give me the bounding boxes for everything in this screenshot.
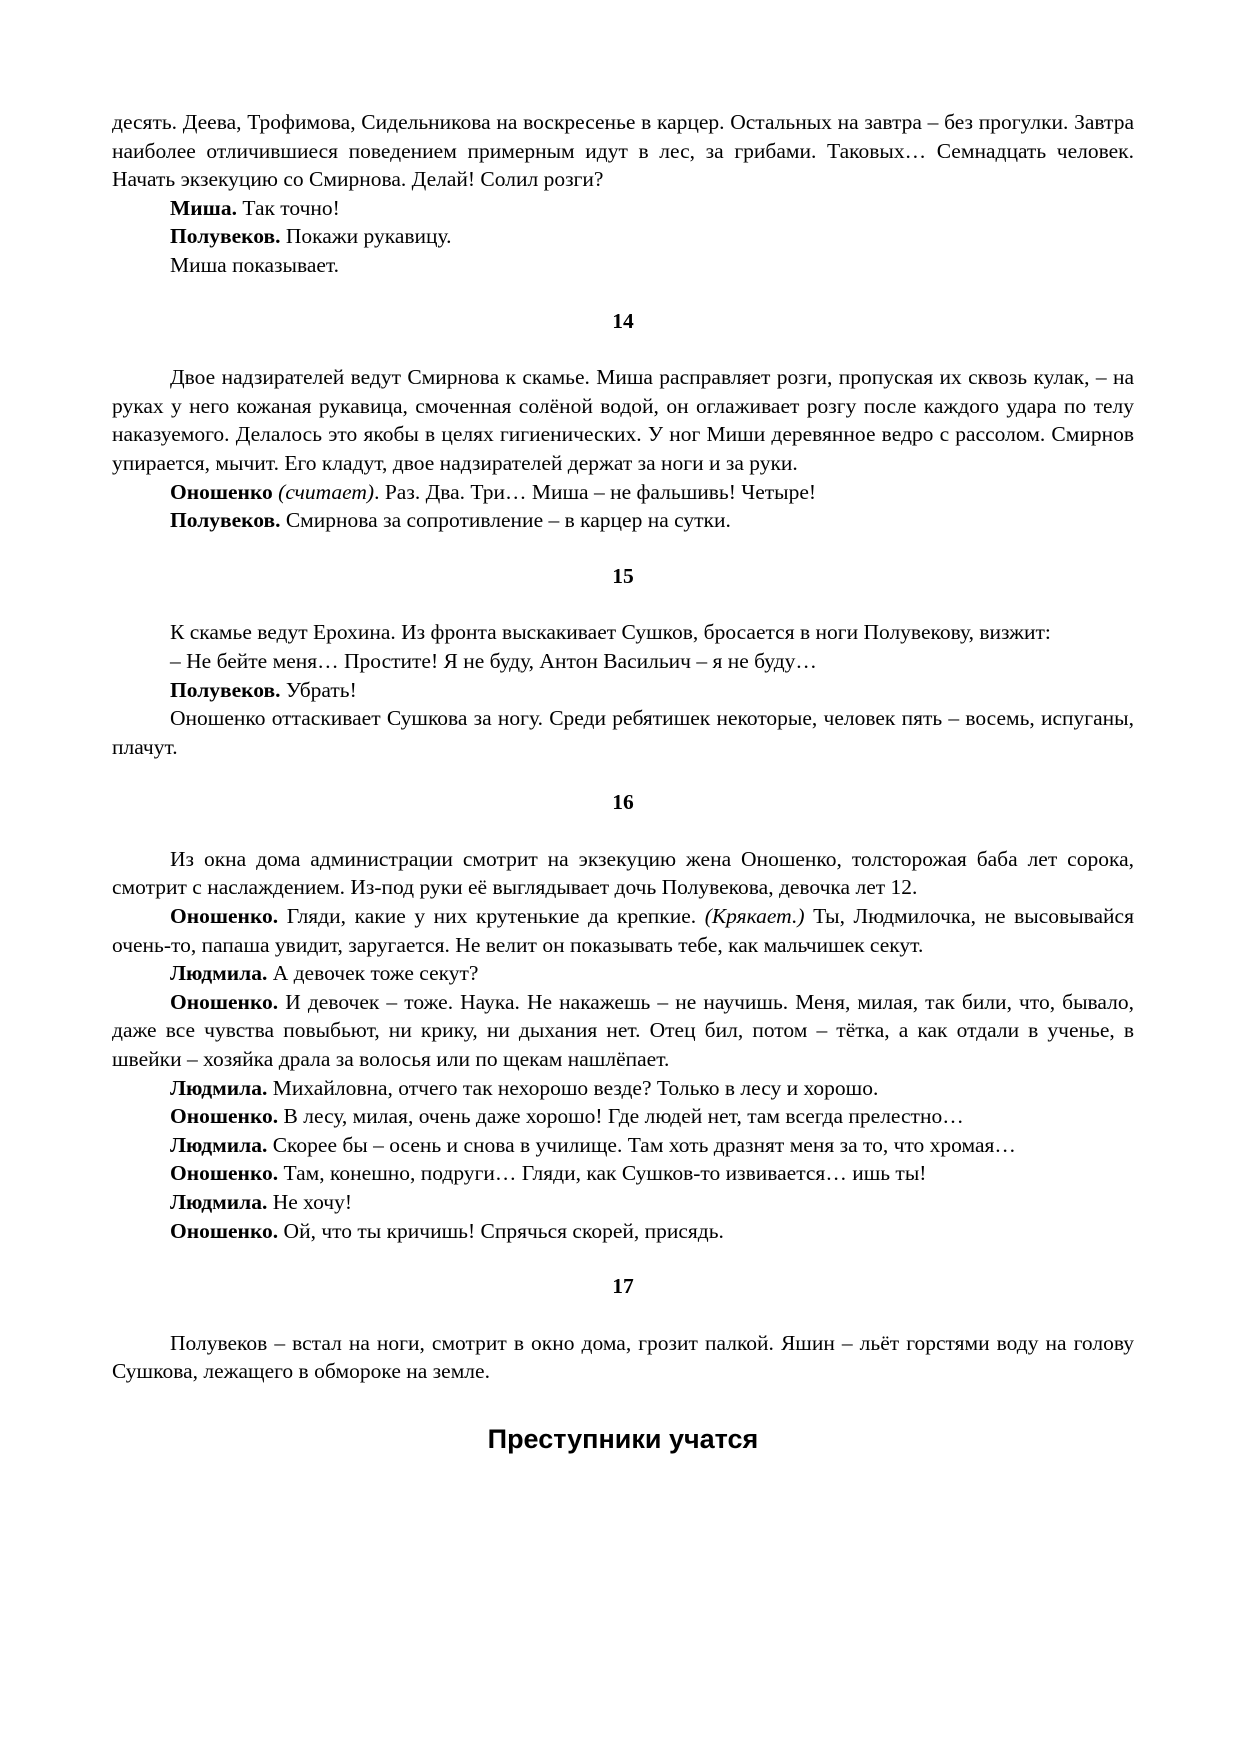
dialogue-text: Там, конешно, подруги… Гляди, как Сушков-то извивается… ишь ты! bbox=[278, 1161, 927, 1186]
stage-remark: (считает) bbox=[278, 479, 375, 504]
intro-paragraph: десять. Деева, Трофимова, Сидельникова на воскресенье в карцер. Остальных на завтра – без прогулки. Завтра наиболее отличившиеся поведением примерным идут в лес, за грибами. Таковых… Семнадцать человек. Начать экзекуцию со Смирнова. Делай! Солил розги? bbox=[112, 110, 1134, 192]
speaker-name: Полувеков. bbox=[170, 508, 281, 533]
quoted-speech: – Не бейте меня… Простите! Я не буду, Антон Васильич – я не буду… bbox=[170, 648, 817, 673]
dialogue-line bbox=[112, 1131, 1134, 1160]
scene-number-15: 15 bbox=[612, 563, 634, 588]
dialogue-line bbox=[112, 676, 1134, 705]
speaker-name: Полувеков. bbox=[170, 677, 281, 702]
scene-14-description: Двое надзирателей ведут Смирнова к скамье. Миша расправляет розги, пропуская их сквозь кулак, – на руках у него кожаная рукавица, смоченная солёной водой, он оглаживает розгу после каждого удара по телу наказуемого. Делалось это якобы в целях гигиенических. У ног Миши деревянное ведро с рассолом. Смирнов упирается, мычит. Его кладут, двое надзирателей держат за ноги и за руки. bbox=[112, 365, 1134, 475]
dialogue-line bbox=[112, 194, 1134, 223]
dialogue-text: Ой, что ты кричишь! Спрячься скорей, присядь. bbox=[278, 1218, 724, 1243]
dialogue-line bbox=[112, 1159, 1134, 1188]
speaker-name: Людмила. bbox=[170, 961, 268, 986]
scene-number-16: 16 bbox=[612, 790, 634, 815]
chapter-title: Преступники учатся bbox=[487, 1423, 759, 1454]
speaker-name: Миша. bbox=[170, 195, 237, 220]
speaker-name: Оношенко. bbox=[170, 1104, 279, 1129]
dialogue-line bbox=[112, 478, 1134, 507]
speaker-name: Людмила. bbox=[170, 1132, 268, 1157]
stage-remark: (Крякает.) bbox=[704, 904, 805, 929]
dialogue-line bbox=[112, 1217, 1134, 1246]
stage-direction: Миша показывает. bbox=[170, 252, 340, 277]
dialogue-text: . Раз. Два. Три… Миша – не фальшивь! Четыре! bbox=[374, 479, 817, 504]
speaker-name: Людмила. bbox=[170, 1190, 268, 1214]
dialogue-text: Гляди, какие у них крутенькие да крепкие. bbox=[278, 904, 705, 929]
speaker-name: Оношенко. bbox=[170, 1161, 279, 1186]
dialogue-text: Михайловна, отчего так нехорошо везде? Только в лесу и хорошо. bbox=[267, 1075, 879, 1100]
dialogue-text: А девочек тоже секут? bbox=[267, 961, 479, 986]
dialogue-text: И девочек – тоже. Наука. Не накажешь – не научишь. Меня, милая, так били, что, бывало, даже все чувства повыбьют, ни крику, ни дыхания нет. Отец бил, потом – тётка, а как отдали в ученье, в швейки – хозяйка драла за волосья или по щекам нашлёпает. bbox=[112, 989, 1134, 1072]
speaker-name: Полувеков. bbox=[170, 224, 281, 249]
speaker-name: Оношенко bbox=[170, 479, 273, 504]
dialogue-line bbox=[112, 1074, 1134, 1103]
scene-15-description-2: Оношенко оттаскивает Сушкова за ногу. Среди ребятишек некоторые, человек пять – восемь, испуганы, плачут. bbox=[112, 706, 1134, 759]
scene-15-description: К скамье ведут Ерохина. Из фронта выскакивает Сушков, бросается в ноги Полувекову, визжит: bbox=[170, 620, 1051, 645]
dialogue-text: Скорее бы – осень и снова в училище. Там хоть дразнят меня за то, что хромая… bbox=[267, 1132, 1016, 1157]
dialogue-text: Так точно! bbox=[236, 195, 340, 220]
dialogue-line bbox=[112, 902, 1134, 959]
scene-number-14: 14 bbox=[612, 308, 634, 333]
dialogue-text: Смирнова за сопротивление – в карцер на сутки. bbox=[280, 508, 731, 533]
scene-number-17: 17 bbox=[612, 1274, 634, 1299]
speaker-name: Оношенко. bbox=[170, 1218, 279, 1243]
speaker-name: Оношенко. bbox=[170, 904, 279, 929]
dialogue-text: Убрать! bbox=[280, 677, 357, 702]
dialogue-line bbox=[112, 222, 1134, 251]
speaker-name: Оношенко. bbox=[170, 989, 279, 1014]
dialogue-line bbox=[112, 1102, 1134, 1131]
dialogue-line bbox=[112, 959, 1134, 988]
scene-17-description: Полувеков – встал на ноги, смотрит в окно дома, грозит палкой. Яшин – льёт горстями воду на голову Сушкова, лежащего в обмороке на земле. bbox=[112, 1330, 1134, 1384]
dialogue-line bbox=[112, 988, 1134, 1074]
dialogue-text: Ты, Людмилочка, не высовывайся очень-то, папаша увидит, заругается. Не велит он показывать тебе, как мальчишек секут. bbox=[112, 904, 1134, 957]
dialogue-line bbox=[112, 1188, 1134, 1217]
speaker-name: Людмила. bbox=[170, 1075, 268, 1100]
dialogue-line bbox=[112, 506, 1134, 535]
dialogue-text: В лесу, милая, очень даже хорошо! Где людей нет, там всегда прелестно… bbox=[278, 1104, 964, 1129]
dialogue-text: Не хочу! bbox=[267, 1190, 352, 1214]
dialogue-text: Покажи рукавицу. bbox=[280, 224, 452, 249]
scene-16-description: Из окна дома администрации смотрит на экзекуцию жена Оношенко, толсторожая баба лет сорока, смотрит с наслаждением. Из-под руки её выглядывает дочь Полувекова, девочка лет 12. bbox=[112, 846, 1134, 900]
